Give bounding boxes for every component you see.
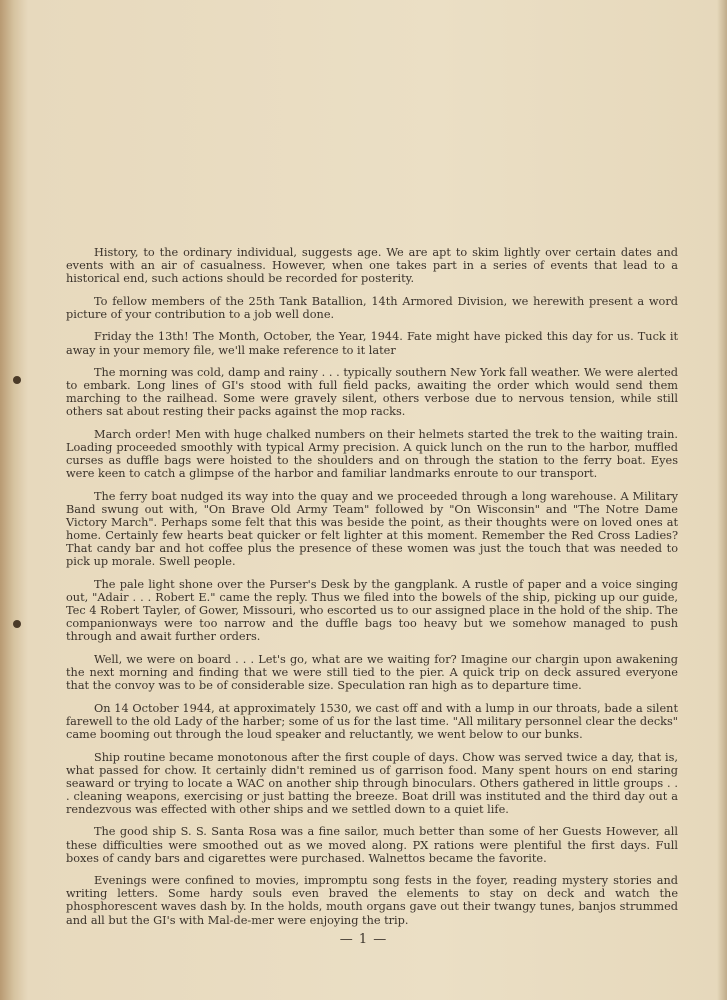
binding-hole: [13, 376, 21, 384]
paragraph: The good ship S. S. Santa Rosa was a fine sailor, much better than some of her Guests However, all these difficulties were smoothed out as we moved along. PX rations were plentiful the first days. Full boxes of candy bars and cigarettes were purchased. Walnettos became the favorite.: [66, 825, 678, 865]
paragraph: The morning was cold, damp and rainy . . . typically southern New York fall weather. We were alerted to embark. Long lines of GI's stood with full field packs, awaiting the order which would send them marching to the railhead. Some were gravely silent, others verbose due to nervous tension, while still others sat about resting their packs against the mop racks.: [66, 366, 678, 419]
paragraph: Ship routine became monotonous after the first couple of days. Chow was served twice a day, that is, what passed for chow. It certainly didn't remined us of garrison food. Many spent hours on end staring seaward or trying to locate a WAC on another ship through binoculars. Others gathered in little groups . . . cleaning weapons, exercising or just batting the breeze. Boat drill was instituted and the third day out a rendezvous was effected with other ships and we settled down to a quiet life.: [66, 750, 678, 816]
body-text: [66, 246, 678, 936]
paragraph: March order! Men with huge chalked numbers on their helmets started the trek to the waiting train. Loading proceeded smoothly with typical Army precision. A quick lunch on the run to the harbor, muffled curses as duffle bags were hoisted to the shoulders and on through the station to the ferry boat. Eyes were keen to catch a glimpse of the harbor and familiar landmarks enroute to our transport.: [66, 428, 678, 481]
paragraph: The pale light shone over the Purser's Desk by the gangplank. A rustle of paper and a voice singing out, "Adair . . . Robert E." came the reply. Thus we filed into the bowels of the ship, picking up our guide, Tec 4 Robert Tayler, of Gower, Missouri, who escorted us to our assigned place in the hold of the ship. The companionways were too narrow and the duffle bags too heavy but we somehow managed to push through and await further orders.: [66, 577, 678, 644]
paragraph: Friday the 13th! The Month, October, the Year, 1944. Fate might have picked this day for us. Tuck it away in your memory file, we'll make reference to it later: [66, 330, 678, 357]
paragraph: The ferry boat nudged its way into the quay and we proceeded through a long warehouse. A Military Band swung out with, "On Brave Old Army Team" followed by "On Wisconsin" and "The Notre Dame Victory March". Perhaps some felt that this was beside the point, as their thoughts were on loved ones at home. Certainly few hearts beat quicker or felt lighter at this moment. Remember the Red Cross Ladies? That candy bar and hot coffee plus the presence of these women was just the touch that was needed to pick up morale. Swell people.: [66, 489, 678, 569]
paragraph: On 14 October 1944, at approximately 1530, we cast off and with a lump in our throats, bade a silent farewell to the old Lady of the harber; some of us for the last time. "All military personnel clear the decks" came booming out through the loud speaker and reluctantly, we went below to our bunks.: [66, 701, 678, 741]
binding-hole: [13, 620, 21, 628]
paragraph: Well, we were on board . . . Let's go, what are we waiting for? Imagine our chargin upon awakening the next morning and finding that we were still tied to the pier. A quick trip on deck assured everyone that the convoy was to be of considerable size. Speculation ran high as to departure time.: [66, 652, 678, 693]
paragraph: History, to the ordinary individual, suggests age. We are apt to skim lightly over certain dates and events with an air of casualness. However, when one takes part in a series of events that lead to a historical end, such actions should be recorded for posterity.: [66, 246, 678, 286]
paragraph: Evenings were confined to movies, impromptu song fests in the foyer, reading mystery stories and writing letters. Some hardy souls even braved the elements to stay on deck and watch the phosphorescent waves dash by. In the holds, mouth organs gave out their twangy tunes, banjos strummed and all but the GI's with Mal-de-mer were enjoying the trip.: [66, 874, 678, 927]
paragraph: To fellow members of the 25th Tank Batallion, 14th Armored Division, we herewith present a word picture of your contribution to a job well done.: [66, 294, 678, 321]
page-number: — 1 —: [339, 932, 388, 947]
